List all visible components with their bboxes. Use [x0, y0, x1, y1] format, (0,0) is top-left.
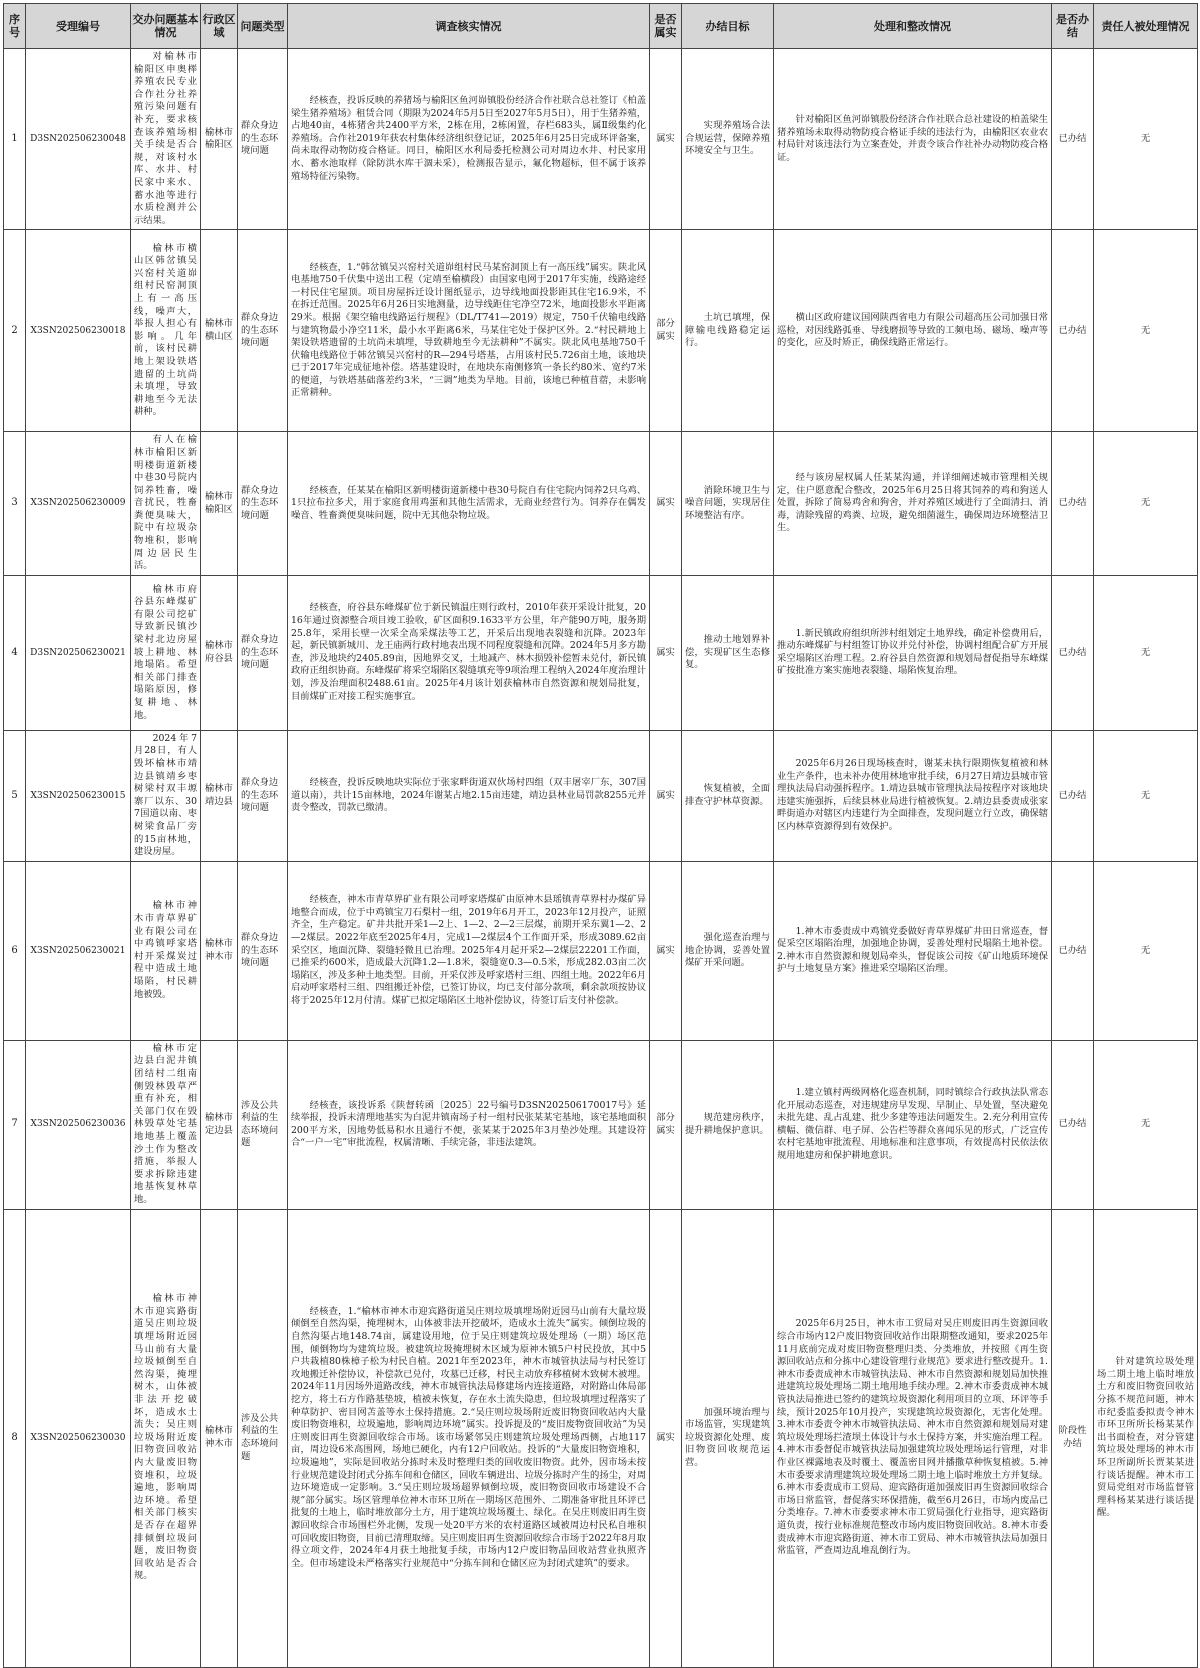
row-type: 群众身边的生态环境问题	[238, 432, 288, 576]
row-issue: 榆林市神木市青草界矿业有限公司在中鸡镇呼家塔村开采煤炭过程中造成土地塌陷，村民耕地被毁。	[131, 861, 201, 1040]
row-done: 已办结	[1052, 432, 1094, 576]
row-true: 部分属实	[650, 230, 682, 432]
row-id: X3SN202506230009	[26, 432, 131, 576]
row-handling: 1.神木市委责成中鸡镇党委做好青草界煤矿井田日常巡查，督促采空区塌陷治理，加强地企协调，妥善处理村民塌陷土地补偿。2.神木市自然资源和规划局牵头，督促该公司按《矿山地质环境保护与土地复垦方案》推进采空塌陷区治理。	[774, 861, 1052, 1040]
header-type: 问题类型	[238, 4, 288, 49]
row-region: 榆林市横山区	[201, 230, 238, 432]
row-done: 阶段性办结	[1052, 1209, 1094, 1667]
row-seq: 4	[4, 575, 26, 730]
table-row	[4, 861, 1198, 1040]
row-issue: 榆林市神木市迎宾路街道吴庄则垃圾填埋场附近园马山前有大量垃圾倾倒至自然沟渠，掩埋树木，山体被非法开挖破坏，造成水土流失；吴庄则垃圾场附近废旧物资回收站内大量废旧物资堆积，垃圾遍地，影响周边环境。希望相关部门核实是否存在超界排倾倒垃圾问题，废旧物资回收站是否合规。	[131, 1209, 201, 1667]
table-row	[4, 432, 1198, 576]
row-seq: 7	[4, 1040, 26, 1209]
row-investigation: 经核查，府谷县东峰煤矿位于新民镇温庄则行政村，2010年获开采设计批复，2016年通过资源整合项目竣工验收，矿区面积9.1633平方公里，年产能90万吨，服务期25.8年，采用长壁一次采全高采煤法等工艺，开采后出现地表裂缝和沉降。2023年起，新民镇新城川、龙王庙两行政村地表出现不同程度裂缝和沉降。2024年5月多方勘查，涉及地块约2405.89亩，因地界交叉，土地减产、林木损毁补偿暂未兑付，新民镇政府正组织协商。东峰煤矿将采空塌陷区裂缝填充等9项治理工程纳入2024年度治理计划，涉及治理面积2488.61亩。2025年4月该计划获榆林市自然资源和规划局批复，目前煤矿正对接工程实施事宜。	[288, 575, 650, 730]
header-id: 受理编号	[26, 4, 131, 49]
row-type: 群众身边的生态环境问题	[238, 575, 288, 730]
row-done: 已办结	[1052, 1040, 1094, 1209]
row-goal: 实现养殖场合法合规运营，保障养殖环境安全与卫生。	[682, 49, 774, 230]
row-id: X3SN202506230015	[26, 730, 131, 861]
row-type: 群众身边的生态环境问题	[238, 49, 288, 230]
report-table-container	[3, 3, 1197, 1621]
row-done: 已办结	[1052, 575, 1094, 730]
row-handling: 横山区政府建议国网陕西省电力有限公司超高压公司加强日常巡检，对因线路弧垂、导线磨损等导致的工频电场、磁场、噪声等的变化，应及时矫正，确保线路正常运行。	[774, 230, 1052, 432]
row-goal: 恢复植被，全面排查守护林草资源。	[682, 730, 774, 861]
table-row	[4, 730, 1198, 861]
table-row	[4, 230, 1198, 432]
row-region: 榆林市神木市	[201, 1209, 238, 1667]
row-investigation: 经核查，1.“榆林市神木市迎宾路街道吴庄则垃圾填埋场附近园马山前有大量垃圾倾倒至自然沟渠，掩埋树木，山体被非法开挖破坏，造成水土流失”属实。倾倒垃圾的自然沟渠占地148.74亩，属建设用地，位于吴庄则建筑垃圾处理场（一期）场区范围，倾倒物均为建筑垃圾。被建筑垃圾掩埋树木区域为原神木镇5户村民投放，其中5户共栽植80株樟子松为村民自植。2021年至2023年，神木市城管执法局与村民签订攻地搬迁补偿协议，补偿款已兑付，攻墓已迁移，村民主动放弃移植树木致树木被埋。2024年11月因场外道路改线，神木市城管执法局修建场内连接道路，对附路山体局部挖方，将土石方作路基垫坡，植被未恢复，存在水土流失隐患，但垃圾填埋过程落实了种草防护、密目网苫盖等水土保持措施。2.“吴庄则垃圾场附近废旧物资回收站内大量废旧物资堆积，垃圾遍地，影响周边环境”属实。投诉提及的“废旧废物资回收站”为吴庄则废旧再生资源回收综合市场。该市场紧邻吴庄则建筑垃圾处理场西侧，占地117亩，周边设6米高围网，场地已硬化，内有12户回收站。投诉的“大量废旧物资堆积，垃圾遍地”，实际是回收站分拣时未及时整理归类的回收废旧物资。此外，因市场未按行业规范建设封闭式分拣车间和仓储区，回收车辆进出、垃圾分拣时产生的扬尘，对周边环境造成一定影响。3.“吴庄则垃圾场超界倾倒垃圾，废旧物资回收市场建设不合规”部分属实。场区管理单位神木市环卫所在一期场区范围外、二期准备审批且环评已批复的土地上，临时堆放部分土方，用于建筑垃圾场覆土、绿化。在吴庄则废旧再生资源回收综合市场围栏外北侧，发现一处20平方米的农村道路区域被周边村民私自堆积可回收废旧物资，目前已清理取缔。吴庄则废旧再生资源回收综合市场于2022年8月取得立项文件，2024年4月获土地批复手续，市场内12户废旧物品回收站营业执照齐全。但市场建设未严格落实行业规范中“分拣车间和仓储区应为封闭式建筑”的要求。	[288, 1209, 650, 1667]
row-issue: 对榆林市榆阳区申奥榉养殖农民专业合作社分社养殖污染问题有补充，要求核查该养殖场相关手续是否合规，对该村水库、水井、村民家中来水、蓄水池等进行水质检测并公示结果。	[131, 49, 201, 230]
row-done: 已办结	[1052, 861, 1094, 1040]
row-accountability: 无	[1094, 1040, 1198, 1209]
row-goal: 加强环境治理与市场监管，实现建筑垃圾资源化处理、废旧物资回收规范运营。	[682, 1209, 774, 1667]
row-region: 榆林市神木市	[201, 861, 238, 1040]
row-goal: 规范建房秩序，提升耕地保护意识。	[682, 1040, 774, 1209]
row-done: 已办结	[1052, 230, 1094, 432]
row-region: 榆林市榆阳区	[201, 432, 238, 576]
row-true: 属实	[650, 575, 682, 730]
row-goal: 推动土地划界补偿，实现矿区生态修复。	[682, 575, 774, 730]
row-seq: 6	[4, 861, 26, 1040]
row-true: 部分属实	[650, 1040, 682, 1209]
row-type: 群众身边的生态环境问题	[238, 861, 288, 1040]
header-row	[4, 4, 1198, 49]
row-handling: 2025年6月26日现场核查时，谢某未执行限期恢复植被和林业生产条件，也未补办使用林地审批手续，6月27日靖边县城市管理执法局启动强拆程序。1.靖边县城市管理执法局按程序对该地块违建实施强拆，后续县林业局进行植被恢复。2.靖边县委责成张家畔街道办对辖区内违建行为全面排查，发现问题立行立改，确保辖区内林草资源得到有效保护。	[774, 730, 1052, 861]
table-row	[4, 1040, 1198, 1209]
row-investigation: 经核查，投诉反映地块实际位于张家畔街道双伙场村四组（双丰屠宰厂东，307国道以南），共计15亩林地，2024年谢某占地2.15亩违建，靖边县林业局罚款8255元并责令整改，罚款已缴清。	[288, 730, 650, 861]
table-row	[4, 49, 1198, 230]
row-accountability: 无	[1094, 861, 1198, 1040]
row-goal: 消除环境卫生与噪音问题，实现居住环境整洁有序。	[682, 432, 774, 576]
row-issue: 榆林市横山区韩岔镇吴兴窑村关道峁组村民窑洞顶上有一高压线，噪声大，举报人担心有影响。几年前，该村民耕地上架设铁塔遗留的土坑尚未填埋，导致耕地至今无法耕种。	[131, 230, 201, 432]
row-issue: 榆林市定边县白泥井镇团结村二组南侧毁林毁草严重有补充，相关部门仅在毁林毁草处宅基地地基上覆盖沙土作为整改措施，举报人要求拆除违建地基恢复林草地。	[131, 1040, 201, 1209]
row-accountability: 无	[1094, 230, 1198, 432]
row-seq: 1	[4, 49, 26, 230]
row-id: D3SN202506230021	[26, 575, 131, 730]
row-type: 群众身边的生态环境问题	[238, 730, 288, 861]
header-true: 是否属实	[650, 4, 682, 49]
row-accountability: 无	[1094, 730, 1198, 861]
row-handling: 1.新民镇政府组织所涉村组划定土地界线，确定补偿费用后，推动东峰煤矿与村组签订协议并兑付补偿，协调村组配合矿方开展采空塌陷区治理工程。2.府谷县自然资源和规划局督促指导东峰煤矿按批准方案实施地表裂缝、塌陷恢复治理。	[774, 575, 1052, 730]
header-issue: 交办问题基本情况	[131, 4, 201, 49]
row-region: 榆林市榆阳区	[201, 49, 238, 230]
row-type: 涉及公共利益的生态环境问题	[238, 1209, 288, 1667]
header-region: 行政区域	[201, 4, 238, 49]
row-id: X3SN202506230018	[26, 230, 131, 432]
row-handling: 针对榆阳区鱼河峁镇股份经济合作社联合总社建设的柏盖梁生猪养殖场未取得动物防疫合格证手续的违法行为，由榆阳区农业农村局针对该违法行为立案查处，并责令该合作社补办动物防疫合格证。	[774, 49, 1052, 230]
header-handling: 处理和整改情况	[774, 4, 1052, 49]
row-region: 榆林市府谷县	[201, 575, 238, 730]
row-id: X3SN202506230021	[26, 861, 131, 1040]
row-true: 属实	[650, 730, 682, 861]
row-true: 属实	[650, 49, 682, 230]
row-handling: 1.建立镇村两级网格化巡查机制，同时镇综合行政执法队常态化开展动态巡查，对违规建房早发现、早制止、早处置，坚决避免未批先建、乱占乱建、批少多建等违法问题发生。2.充分利用宣传横幅、微信群、电子屏、公告栏等群众喜闻乐见的形式，广泛宣传农村宅基地审批流程、用地标准和注意事项，有效提高村民依法依规用地建房和保护耕地意识。	[774, 1040, 1052, 1209]
row-accountability: 无	[1094, 49, 1198, 230]
row-type: 群众身边的生态环境问题	[238, 230, 288, 432]
header-seq: 序号	[4, 4, 26, 49]
row-seq: 2	[4, 230, 26, 432]
table-row	[4, 575, 1198, 730]
row-goal: 强化巡查治理与地企协调，妥善处置煤矿开采问题。	[682, 861, 774, 1040]
row-true: 属实	[650, 432, 682, 576]
row-id: X3SN202506230036	[26, 1040, 131, 1209]
row-goal: 土坑已填埋，保障输电线路稳定运行。	[682, 230, 774, 432]
row-issue: 有人在榆林市榆阳区新明楼街道新楼中巷30号院内饲养牲畜，噪音扰民，牲畜粪便臭味大，院中有垃圾杂物堆积，影响周边居民生活。	[131, 432, 201, 576]
row-handling: 经与该房屋权属人任某某沟通，并详细阐述城市管理相关规定，住户愿意配合整改，2025年6月25日将其饲养的鸡和狗送人处置，拆除了简易鸡舍和狗舍，并对养殖区域进行了全面清扫、消毒，清除残留的鸡粪、垃圾，避免细菌滋生，确保周边环境整洁卫生。	[774, 432, 1052, 576]
row-accountability: 无	[1094, 432, 1198, 576]
row-handling: 2025年6月25日，神木市工贸局对吴庄则废旧再生资源回收综合市场内12户废旧物资回收站作出限期整改通知，要求2025年11月底前完成对废旧物资整理归类、分类堆放，并按照《再生资源回收站点和分拣中心建设管理行业规范》要求进行整改提升。1.神木市委责成神木市城管执法局、神木市自然资源和规划局加快推进建筑垃圾处理场二期土地用地手续办理。2.神木市委责成神木城管执法局推进已签约的建筑垃圾资源化利用项目的立项、环评等手续，预计2025年10月投产，实现建筑垃圾资源化，无害化处理。3.神木市委责令神木市城管执法局、神木市自然资源和规划局对建筑垃圾处理场拦渣坝土体设计与水土保持方案，并实施治理工程。4.神木市委督促市城管执法局加强建筑垃圾处理场运行管理，对非作业区裸露地表及时覆土、覆盖密目网并播撒草种恢复植被。5.神木市委要求清理建筑垃圾处理场二期土地上临时堆放土方并复绿。6.神木市委责成市工贸局、迎宾路街道加强废旧再生资源回收综合市场日常监管，督促落实环保措施，截至6月26日，市场内废品已分类堆存。7.神木市委要求神木市工贸局强化行业指导，迎宾路街道负责，按行业标准规范整改市场内废旧物资回收站。8.神木市委责成神木市迎宾路街道、神木市工贸局、神木市城管执法局加强日常监管，严查周边乱堆乱倒行为。	[774, 1209, 1052, 1667]
header-investigation: 调查核实情况	[288, 4, 650, 49]
report-table	[3, 3, 1198, 1668]
row-seq: 3	[4, 432, 26, 576]
row-type: 涉及公共利益的生态环境问题	[238, 1040, 288, 1209]
row-issue: 2024年7月28日，有人毁坏榆林市靖边县镇靖乡枣树梁村双丰塬寨厂以东、307国道以南、枣树梁食品厂旁的15亩林地，建设房屋。	[131, 730, 201, 861]
row-region: 榆林市靖边县	[201, 730, 238, 861]
row-id: X3SN202506230030	[26, 1209, 131, 1667]
row-accountability: 针对建筑垃圾处理场二期土地上临时堆放土方和废旧物资回收站分拣不规范问题，神木市纪委监委拟责令神木市环卫所所长杨某某作出书面检查，对分管建筑垃圾处理场的神木市环卫所副所长贾某某进行谈话提醒。神木市工贸局党组对市场监督管理科杨某某进行谈话提醒。	[1094, 1209, 1198, 1667]
row-done: 已办结	[1052, 49, 1094, 230]
row-seq: 8	[4, 1209, 26, 1667]
row-seq: 5	[4, 730, 26, 861]
row-investigation: 经核查，神木市青草界矿业有限公司呼家塔煤矿由原神木县瑶镇青草界村办煤矿异地整合而成，位于中鸡镇宝刀石梨村一组，2019年6月开工，2023年12月投产，证照齐全，生产稳定。矿井共批开采1—2上、1—2、2—2三层煤，前期开采东翼1—2、2—2煤层。2022年底至2025年4月，完成1—2煤层4个工作面开采，形成3089.62亩采空区，地面沉降、裂缝轻微且已治理。2025年4月起开采2—2煤层22201工作面，已推采约600米，造成最大沉降1.2—1.8米，裂缝宽0.3—0.5米，形成282.03亩二次塌陷区，涉及多种土地类型。目前，开采仅涉及呼家塔村三组、四组土地。2022年6月启动呼家塔村三组、四组搬迁补偿，已签订协议，均已支付部分款项，剩余款项按协议将于2025年12月付清。煤矿已拟定塌陷区土地补偿协议，待签订后支付补偿款。	[288, 861, 650, 1040]
row-id: D3SN202506230048	[26, 49, 131, 230]
table-row	[4, 1209, 1198, 1667]
row-region: 榆林市定边县	[201, 1040, 238, 1209]
row-investigation: 经核查，1.“韩岔镇吴兴窑村关道峁组村民马某窑洞顶上有一高压线”属实。陕北风电基地750千伏集中送出工程（定靖至榆横段）由国家电网于2017年实施，线路途经一村民住宅屋顶。项目房屋拆迁设计图纸显示，边导线地面投影距其住宅16.9米，不在拆迁范围。2025年6月26日实地测量，边导线距住宅净空72米，地面投影水平距离29米。根据《架空输电线路运行规程》（DL/T741—2019）规定，750千伏输电线路与建筑物最小净空11米，最小水平距离6米，马某住宅处于保护区外。2.“村民耕地上架设铁塔遗留的土坑尚未填埋，导致耕地至今无法耕种”不属实。陕北风电基地750千伏输电线路位于韩岔镇吴兴窑村的R—294号塔基，占用该村民5.726亩土地，该地块已于2017年完成征地补偿。塔基建设时，在地块东南侧修筑一条长约80米、宽约7米的便道，与铁塔基础落差约3米，“三调”地类为旱地。目前，该地已种植苜蓿，未影响正常耕种。	[288, 230, 650, 432]
row-done: 已办结	[1052, 730, 1094, 861]
header-done: 是否办结	[1052, 4, 1094, 49]
row-investigation: 经核查，投诉反映的养猪场与榆阳区鱼河峁镇股份经济合作社联合总社签订《柏盖梁生猪养殖场》租赁合同（期限为2024年5月5日至2027年5月5日），用于生猪养殖，占地40亩，4栋猪舍共2400平方米，2栋在用，2栋闲置，存栏683头，属Ⅱ级集约化养殖场。合作社2019年获农村集体经济组织登记证，2025年6月25日完成环评备案，尚未取得动物防疫合格证。同日，榆阳区水利局委托检测公司对周边水井、村民家用水、蓄水池取样（除防洪水库干涸未采），检测报告显示，氟化物超标，但不属于该养殖场特征污染物。	[288, 49, 650, 230]
row-issue: 榆林市府谷县东峰煤矿有限公司挖矿导致新民镇沙梁村北边房屋坡上耕地、林地塌陷。希望相关部门排查塌陷原因，修复耕地、林地。	[131, 575, 201, 730]
row-accountability: 无	[1094, 575, 1198, 730]
row-true: 属实	[650, 861, 682, 1040]
row-true: 属实	[650, 1209, 682, 1667]
row-investigation: 经核查，该投诉系《陕督转函〔2025〕22号编号D3SN202506170017号》延续举报，投诉未清理地基实为白泥井镇南场子村一组村民张某某宅基地，该宅基地面积200平方米，因地势低易积水且通行不便，张某某于2025年3月垫沙处理。其建设符合“一户一宅”审批流程，权属清晰、手续完备，非违法建筑。	[288, 1040, 650, 1209]
row-investigation: 经核查，任某某在榆阳区新明楼街道新楼中巷30号院自有住宅院内饲养2只乌鸡、1只拉布拉多犬，用于家庭食用鸡蛋和其他生活需求，无商业经营行为。饲养存在偶发噪音、牲畜粪便臭味问题，院中无其他杂物垃圾。	[288, 432, 650, 576]
header-goal: 办结目标	[682, 4, 774, 49]
header-accountability: 责任人被处理情况	[1094, 4, 1198, 49]
